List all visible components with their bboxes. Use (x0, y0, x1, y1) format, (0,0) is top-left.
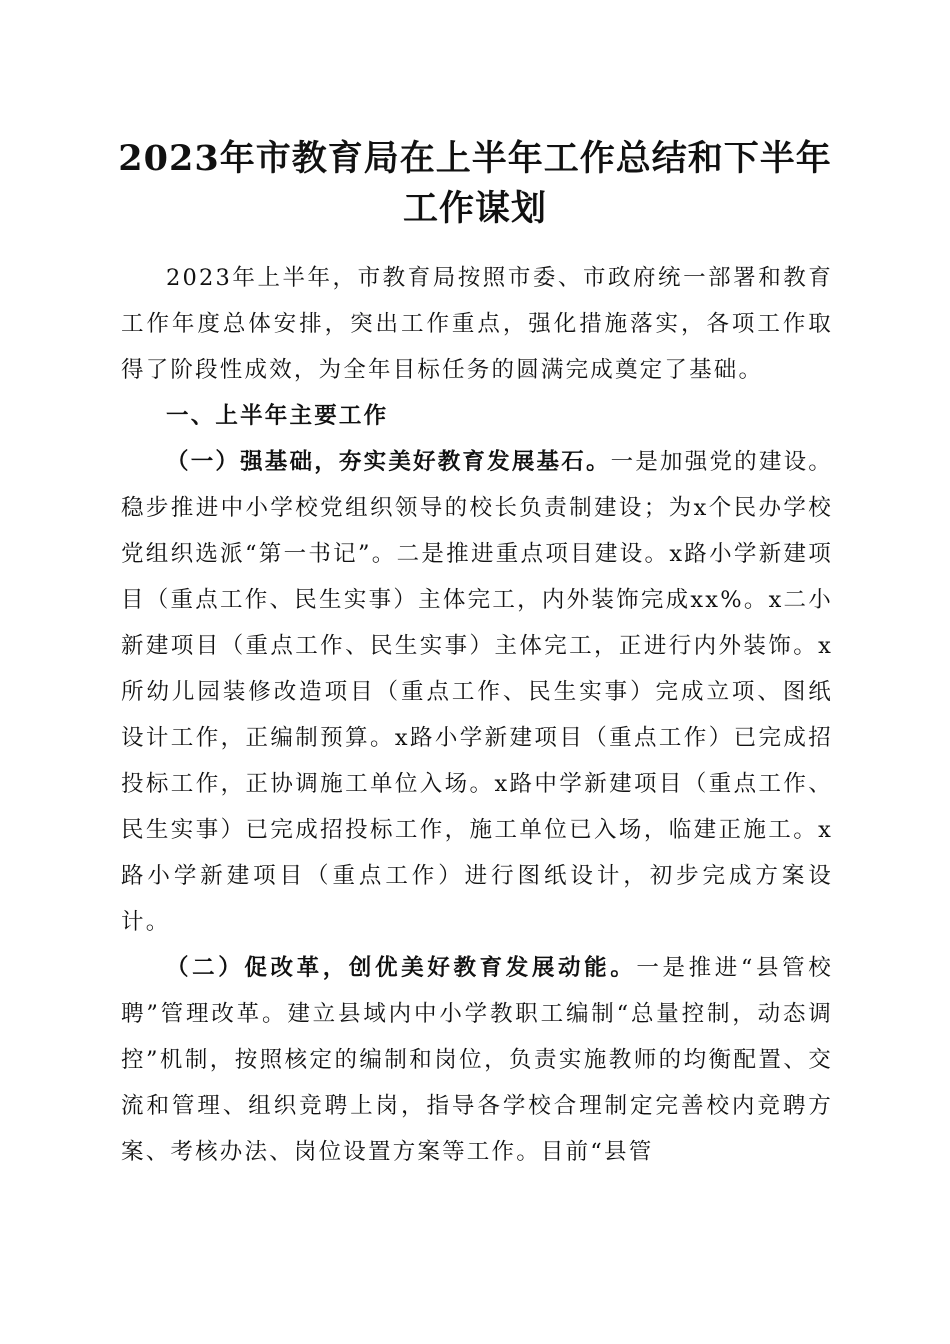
intro-paragraph: 2023年上半年，市教育局按照市委、市政府统一部署和教育工作年度总体安排，突出工作重点，强化措施落实，各项工作取得了阶段性成效，为全年目标任务的圆满完成奠定了基础。 (121, 265, 833, 383)
document-title-line-2: 工作谋划 (402, 188, 547, 229)
document-title-line-1: 2023年市教育局在上半年工作总结和下半年 (118, 138, 832, 179)
paragraph-text: 一是加强党的建设。稳步推进中小学校党组织领导的校长负责制建设；为x个民办学校党组织选派“第一书记”。二是推进重点项目建设。x路小学新建项目（重点工作、民生实事）主体完工，内外装饰完成xx%。x二小新建项目（重点工作、民生实事）主体完工，正进行内外装饰。x所幼儿园装修改造项目（重点工作、民生实事）完成立项、图纸设计工作，正编制预算。x路小学新建项目（重点工作）已完成招投标工作，正协调施工单位入场。x路中学新建项目（重点工作、民生实事）已完成招投标工作，施工单位已入场，临建正施工。x路小学新建项目（重点工作）进行图纸设计，初步完成方案设计。 (121, 449, 833, 935)
section-heading-1: 一、上半年主要工作 (166, 403, 389, 429)
document-title (100, 134, 850, 234)
paragraph-promote-reform (121, 945, 833, 1175)
paragraph-strengthen-foundation (121, 439, 833, 945)
document-body (121, 255, 833, 1175)
paragraph-lead: （一）强基础，夯实美好教育发展基石。 (166, 449, 611, 475)
paragraph-text: 一是推进“县管校聘”管理改革。建立县域内中小学教职工编制“总量控制，动态调控”机制，按照核定的编制和岗位，负责实施教师的均衡配置、交流和管理、组织竞聘上岗，指导各学校合理制定完善校内竞聘方案、考核办法、岗位设置方案等工作。目前“县管 (121, 955, 833, 1165)
paragraph-lead: （二）促改革，创优美好教育发展动能。 (166, 955, 637, 981)
